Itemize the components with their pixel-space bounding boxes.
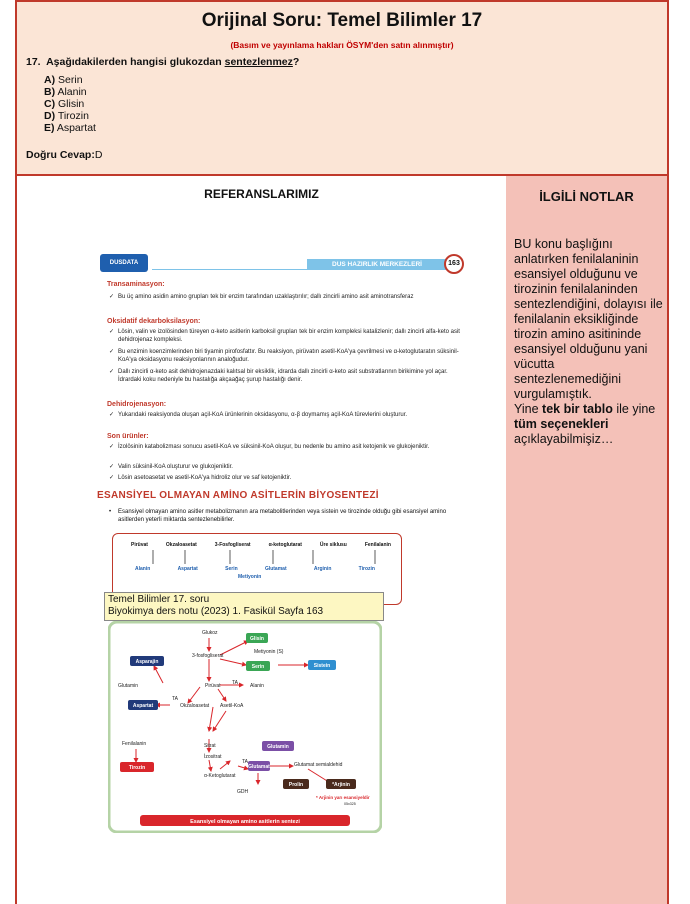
notes-emphasis: tüm seçenekleri	[514, 417, 609, 431]
label-glutamin: Glutamin	[118, 683, 139, 689]
option-a	[44, 74, 96, 86]
header-band: DUS HAZIRLIK MERKEZLERİ	[307, 259, 447, 270]
section-heading: Dehidrojenasyon:	[107, 401, 167, 408]
section-heading: Transaminasyon:	[107, 281, 165, 288]
bullet-text: ✓ Lösin, valin ve izolösinden türeyen α-keto asitlerin karboksil grupları tek bir enzim kompleksi katalizlenir; dallı zincirli alfa-keto asit dehidrojenaz kompleksi.	[118, 328, 463, 344]
option-letter: C)	[44, 98, 56, 110]
mini-products	[135, 566, 375, 572]
option-text: Aspartat	[56, 122, 96, 134]
bullet-text: ✓ İzolösinin katabolizması sonucu asetil-KoA ve süksinil-KoA oluşur, bu nedenle bu amino asit ketojenik ve glukojeniktir.	[118, 443, 463, 451]
mini-label: Serin	[225, 566, 238, 572]
label-semialdehid: Glutamat semialdehid	[294, 762, 343, 768]
bullet-text: ✓ Bu enzimin koenzimlerinden biri tiyamin pirofosfattır. Bu reaksiyon, pirüvatın asetil-KoA'ya çevrilmesi ve α-ketoglutaratın süksinil-KoA'ya oksidasyonu reaksiyonlarının analoğudur.	[118, 348, 463, 364]
mini-label: Fenilalanin	[364, 542, 391, 548]
diagram-footer: Esansiyel olmayan amino asitlerin sentezi	[190, 819, 300, 825]
question-number: 17.	[26, 56, 41, 68]
notes-title: İLGİLİ NOTLAR	[539, 189, 634, 204]
mini-label: Glutamat	[264, 566, 287, 572]
bullet-text: ✓ Yukarıdaki reaksiyonda oluşan açil-KoA ürünlerinin oksidasyonu, α-β doymamış açil-KoA türevlerini oluşturur.	[118, 411, 463, 419]
label-piruvat: Pirüvat	[205, 683, 221, 689]
section-title: ESANSİYEL OLMAYAN AMİNO ASİTLERİN BİYOSENTEZİ	[97, 490, 379, 501]
notes-text: ile yine	[612, 402, 656, 416]
references-title: REFERANSLARIMIZ	[204, 187, 319, 201]
option-text: Serin	[58, 74, 83, 86]
bullet-text: ✓ Dallı zincirli α-keto asit dehidrojenazdaki kalıtsal bir eksiklik, idrarda dallı zincirli α-keto asit substratlarının birikimine yol açar. İdrardaki koku nedeniyle bu hastalığa akçaağaç şurup hastalığı denir.	[118, 368, 463, 384]
arjinin-note: * Arjinin yarı esansiyeldir	[316, 795, 370, 800]
node-glisin-label: Glisin	[250, 636, 264, 642]
answer-value: D	[94, 149, 103, 161]
bullet-text: ✓ Valin süksinil-KoA oluşturur ve glukojeniktir.	[118, 463, 463, 471]
node-glutamin-label: Glutamin	[267, 744, 289, 750]
mini-label: Pirüvat	[131, 542, 148, 548]
label-ketoglutarat: α-Ketoglutarat	[204, 773, 236, 779]
notes-paragraph: BU konu başlığını anlatırken fenilalaninin esansiyel olduğunu ve tirozinin fenilalaninden sentezlendiğini, dolayısı ile fenilalanin eksikliğinde tirozin amino asitininde esansiyel olduğunu yani vücutta sentezlenemediğini vurgulamıştık.	[514, 237, 663, 401]
stem-keyword: sentezlenmez	[224, 56, 293, 68]
option-e	[44, 122, 96, 134]
bullet-text: ✓ Lösin asetoasetat ve asetil-KoA'ya hidroliz olur ve saf ketojeniktir.	[118, 474, 463, 482]
correct-answer	[26, 149, 102, 161]
question-stem	[26, 56, 299, 68]
stem-end: ?	[292, 56, 300, 68]
amino-acid-synthesis-diagram	[108, 621, 382, 833]
notes-emphasis: tek bir tablo	[542, 402, 613, 416]
label-ta-3: TA	[242, 759, 249, 765]
label-ta-2: TA	[232, 680, 239, 686]
option-letter: E)	[44, 122, 55, 134]
section-heading: Son ürünler:	[107, 433, 149, 440]
textbook-page-image	[92, 250, 472, 605]
node-aspartat-label: Aspartat	[132, 703, 154, 709]
node-tirozin-label: Tirozin	[128, 765, 146, 771]
option-letter: B)	[44, 86, 56, 98]
mini-label: α-ketoglutarat	[268, 542, 302, 548]
notes-panel	[506, 176, 667, 904]
option-d	[44, 110, 96, 122]
mini-label: Üre siklusu	[319, 542, 347, 548]
label-code: 05x325	[344, 802, 356, 806]
label-alanin: Alanin	[250, 683, 264, 689]
node-asparajin-label: Asparajin	[135, 659, 159, 665]
option-letter: D)	[44, 110, 56, 122]
mini-label: Tirozin	[358, 566, 375, 572]
bullet-text: ✓ Bu üç amino asidin amino grupları tek bir enzim tarafından uzaklaştırılır; dallı zincirli amino asit aminotransferaz	[118, 293, 463, 301]
dusdata-logo: DUSDATA	[100, 254, 148, 272]
stem-text: Aşağıdakilerden hangisi glukozdan	[46, 56, 225, 68]
option-text: Alanin	[57, 86, 87, 98]
label-ta-1: TA	[172, 696, 179, 702]
mini-label: 3-Fosfogliserat	[214, 542, 251, 548]
caption-line-1: Temel Bilimler 17. soru	[108, 594, 210, 605]
label-gdh: GDH	[237, 789, 249, 795]
notes-text: açıklayabilmişiz…	[514, 432, 614, 446]
copyright-note: (Basım ve yayınlama hakları ÖSYM'den satın alınmıştır)	[230, 40, 454, 50]
mini-label: Metiyonin	[238, 574, 262, 580]
notes-text: Yine	[514, 402, 543, 416]
node-arjinin-label: *Arjinin	[332, 782, 350, 788]
answer-label: Doğru Cevap:	[26, 149, 95, 161]
page-number: 163	[444, 254, 464, 274]
option-c	[44, 98, 96, 110]
question-title: Orijinal Soru: Temel Bilimler 17	[201, 10, 483, 31]
mini-label: Okzaloasetat	[165, 542, 197, 548]
mini-label: Alanin	[135, 566, 151, 572]
mini-arrows	[113, 548, 403, 566]
page-header	[92, 250, 472, 278]
node-serin-label: Serin	[251, 664, 265, 670]
mini-label: Aspartat	[177, 566, 198, 572]
reference-caption	[104, 592, 384, 621]
node-sistein-label: Sistein	[313, 663, 331, 669]
notes-body	[514, 237, 664, 447]
diagram-frame	[109, 622, 381, 832]
option-b	[44, 86, 96, 98]
mini-label: Arginin	[313, 566, 332, 572]
label-glukoz: Glukoz	[202, 630, 218, 636]
caption-line-2: Biyokimya ders notu (2023) 1. Fasikül Sayfa 163	[108, 606, 324, 617]
label-fosfogliserat: 3-fosfogliserat	[192, 653, 224, 659]
option-text: Tirozin	[57, 110, 89, 122]
label-sitrat: Sitrat	[204, 743, 216, 749]
node-prolin-label: Prolin	[288, 782, 304, 788]
option-letter: A)	[44, 74, 56, 86]
node-glutamat-label: Glutamat	[248, 764, 270, 770]
paragraph-text: • Esansiyel olmayan amino asitler metabolizmanın ara metabolitlerinden veya sistein ve tirozinde olduğu gibi esansiyel amino asitlerden yeterli miktarda sentezlenebilirler.	[118, 508, 458, 524]
label-fenilalanin: Fenilalanin	[122, 741, 147, 747]
label-metiyonin: Metiyonin (S)	[254, 649, 284, 655]
label-izositrat: İzositrat	[204, 754, 222, 760]
label-okzaloasetat: Okzaloasetat	[180, 703, 210, 709]
section-heading: Oksidatif dekarboksilasyon:	[107, 318, 201, 325]
answer-options	[44, 74, 96, 134]
option-text: Glisin	[58, 98, 85, 110]
label-asetilkoa: Asetil-KoA	[220, 703, 244, 709]
question-panel	[17, 2, 667, 176]
